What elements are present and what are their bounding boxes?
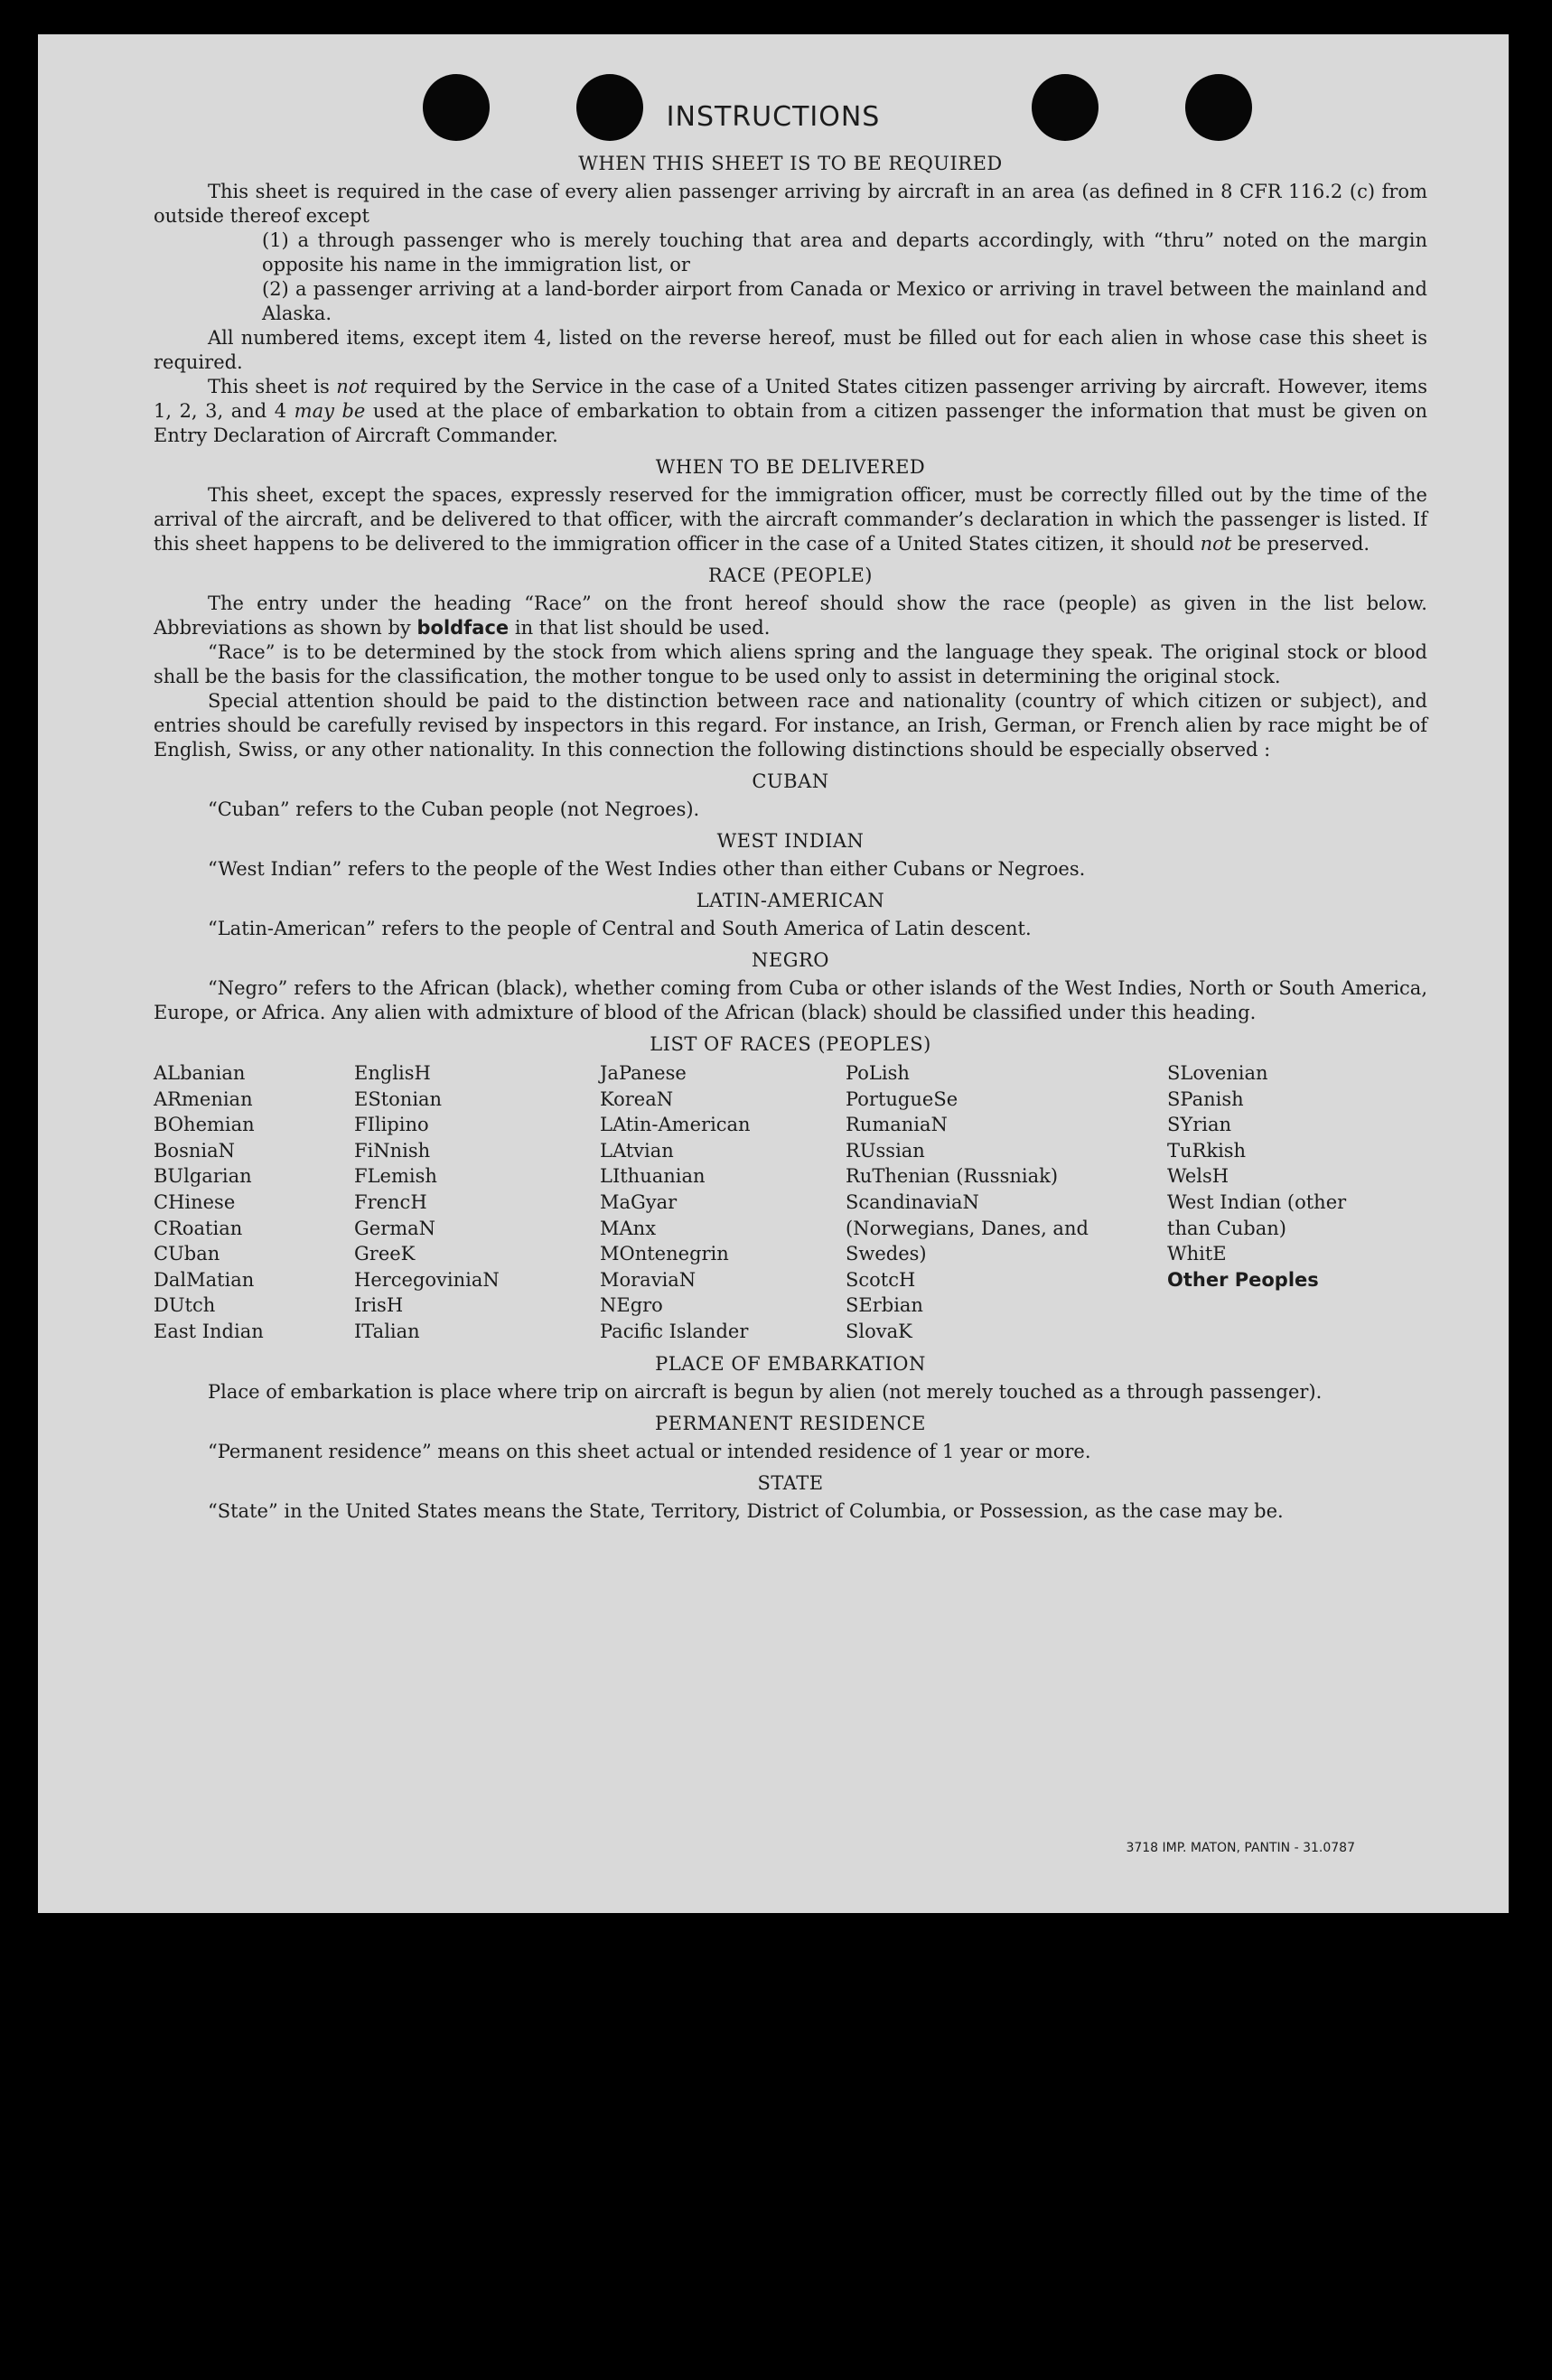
- race-entry: PortugueSe: [846, 1087, 958, 1110]
- race-entry: BosniaN: [154, 1139, 235, 1162]
- race-entry: SLovenian: [1167, 1062, 1268, 1084]
- race-entry: PoLish: [846, 1062, 910, 1084]
- para-when-delivered: This sheet, except the spaces, expressly reserved for the immigration officer, must be correctly filled out by the time of the arrival of the aircraft, and be delivered to that officer, with the aircraft commander’s declaration in which the passenger is listed. If this sheet happens to be delivered to the immigration officer in the case of a United States citizen, it should not be preserved.: [154, 484, 1427, 555]
- race-entry: CHinese: [154, 1190, 236, 1213]
- race-entry: KoreaN: [600, 1087, 674, 1110]
- race-entry: EStonian: [354, 1087, 443, 1110]
- para-latin-american: “Latin-American” refers to the people of Central and South America of Latin descent.: [208, 918, 1032, 939]
- heading-cuban: CUBAN: [752, 770, 829, 792]
- heading-state: STATE: [757, 1471, 824, 1494]
- races-column-1: [154, 1060, 354, 1345]
- para-west-indian: “West Indian” refers to the people of the West Indies other than either Cubans or Negroes.: [208, 858, 1086, 880]
- heading-when-required: WHEN THIS SHEET IS TO BE REQUIRED: [578, 153, 1003, 174]
- races-column-4: [846, 1060, 1167, 1345]
- para-negro: “Negro” refers to the African (black), whether coming from Cuba or other islands of the West Indies, North or South America, Europe, or Africa. Any alien with admixture of blood of the African (black) should be classified under this heading.: [154, 977, 1427, 1023]
- para-cuban: “Cuban” refers to the Cuban people (not Negroes).: [208, 798, 700, 820]
- race-entry: BOhemian: [154, 1114, 255, 1136]
- race-entry: West Indian (other than Cuban): [1167, 1190, 1347, 1239]
- races-column-3: [600, 1060, 846, 1345]
- race-entry: MoraviaN: [600, 1268, 697, 1291]
- exception-item-2: (2) a passenger arriving at a land-border airport from Canada or Mexico or arriving in travel between the mainland and Alaska.: [262, 278, 1427, 324]
- heading-when-delivered: WHEN TO BE DELIVERED: [655, 456, 926, 478]
- race-entry: ARmenian: [154, 1087, 253, 1110]
- heading-list-of-races: LIST OF RACES (PEOPLES): [650, 1033, 931, 1055]
- race-entry: DalMatian: [154, 1268, 255, 1291]
- race-entry: East Indian: [154, 1320, 264, 1342]
- races-list: [154, 1060, 1427, 1345]
- race-entry: FLemish: [354, 1165, 437, 1188]
- para-race-determination: “Race” is to be determined by the stock from which aliens spring and the language they speak. The original stock or blood shall be the basis for the classification, the mother tongue to be used only to assist in determining the original stock.: [154, 641, 1427, 687]
- exception-item-1: (1) a through passenger who is merely touching that area and departs accordingly, with “thru” noted on the margin opposite his name in the immigration list, or: [262, 229, 1427, 275]
- para-state: “State” in the United States means the State, Territory, District of Columbia, or Possession, as the case may be.: [208, 1499, 1284, 1522]
- para-when-required-intro: This sheet is required in the case of every alien passenger arriving by aircraft in an area (as defined in 8 CFR 116.2 (c) from outside thereof except: [154, 181, 1427, 227]
- printer-imprint: 3718 IMP. MATON, PANTIN - 31.0787: [1126, 1841, 1355, 1855]
- race-entry: ITalian: [354, 1320, 420, 1342]
- heading-race: RACE (PEOPLE): [707, 565, 874, 586]
- heading-latin-american: LATIN-AMERICAN: [696, 890, 885, 911]
- race-entry: ALbanian: [154, 1062, 246, 1084]
- race-entry: FIlipino: [354, 1114, 429, 1136]
- para-race-nationality: Special attention should be paid to the distinction between race and nationality (country of which citizen or subject), and entries should be carefully revised by inspectors in this regard. For instance, an Irish, German, or French alien by race might be of English, Swiss, or any other nationality. In this connection the following distinctions should be especially observed :: [154, 690, 1427, 761]
- para-race-entry: The entry under the heading “Race” on the front hereof should show the race (people) as given in the list below. Abbreviations as shown by boldface in that list should be used.: [154, 593, 1427, 639]
- race-entry: SYrian: [1167, 1114, 1232, 1136]
- race-entry: SlovaK: [846, 1320, 912, 1342]
- race-entry: CRoatian: [154, 1217, 243, 1239]
- heading-permanent-residence: PERMANENT RESIDENCE: [655, 1412, 926, 1434]
- para-embarkation: Place of embarkation is place where trip on aircraft is begun by alien (not merely touched as a through passenger).: [208, 1380, 1323, 1403]
- race-entry: TuRkish: [1167, 1139, 1247, 1162]
- instruction-sheet: [38, 34, 1509, 1913]
- race-entry: SPanish: [1167, 1087, 1244, 1110]
- race-entry: GermaN: [354, 1217, 436, 1239]
- race-entry: DUtch: [154, 1294, 216, 1317]
- race-entry: SErbian: [846, 1294, 923, 1317]
- race-entry: RuThenian (Russniak): [846, 1165, 1059, 1188]
- para-permanent-residence: “Permanent residence” means on this sheet actual or intended residence of 1 year or more.: [208, 1440, 1091, 1462]
- race-entry: RumaniaN: [846, 1114, 948, 1136]
- race-entry: WelsH: [1167, 1165, 1229, 1188]
- race-entry: Pacific Islander: [600, 1320, 749, 1342]
- instructions-body: [154, 145, 1427, 1524]
- race-entry: LAtvian: [600, 1139, 674, 1162]
- para-citizen-passenger: This sheet is not required by the Service in the case of a United States citizen passenger arriving by aircraft. However, items 1, 2, 3, and 4 may be used at the place of embarkation to obtain from a citizen passenger the information that must be given on Entry Declaration of Aircraft Commander.: [154, 376, 1428, 446]
- race-entry: FrencH: [354, 1190, 427, 1213]
- race-entry: ScandinaviaN (Norwegians, Danes, and Swedes): [846, 1190, 1089, 1265]
- races-column-5: [1167, 1060, 1427, 1345]
- race-entry: JaPanese: [600, 1062, 687, 1084]
- race-entry: MOntenegrin: [600, 1243, 729, 1265]
- heading-west-indian: WEST INDIAN: [716, 830, 865, 852]
- race-entry: BUlgarian: [154, 1165, 252, 1188]
- page-title: INSTRUCTIONS: [666, 101, 881, 133]
- para-numbered-items: All numbered items, except item 4, listed on the reverse hereof, must be filled out for each alien in whose case this sheet is required.: [154, 327, 1427, 373]
- race-entry: FiNnish: [354, 1139, 431, 1162]
- heading-embarkation: PLACE OF EMBARKATION: [655, 1352, 926, 1375]
- race-entry: RUssian: [846, 1139, 925, 1162]
- race-entry: LAtin-American: [600, 1114, 751, 1136]
- race-entry: GreeK: [354, 1243, 416, 1265]
- race-entry: MaGyar: [600, 1190, 678, 1213]
- race-entry: MAnx: [600, 1217, 657, 1239]
- race-entry: CUban: [154, 1243, 220, 1265]
- races-column-2: [354, 1060, 600, 1345]
- race-entry: IrisH: [354, 1294, 404, 1317]
- race-entry: WhitE: [1167, 1243, 1227, 1265]
- race-entry: NEgro: [600, 1294, 663, 1317]
- race-entry: ScotcH: [846, 1268, 916, 1291]
- race-entry: Other Peoples: [1167, 1268, 1319, 1291]
- heading-negro: NEGRO: [751, 949, 829, 971]
- race-entry: LIthuanian: [600, 1165, 706, 1188]
- race-entry: HercegoviniaN: [354, 1268, 500, 1291]
- race-entry: EnglisH: [354, 1062, 431, 1084]
